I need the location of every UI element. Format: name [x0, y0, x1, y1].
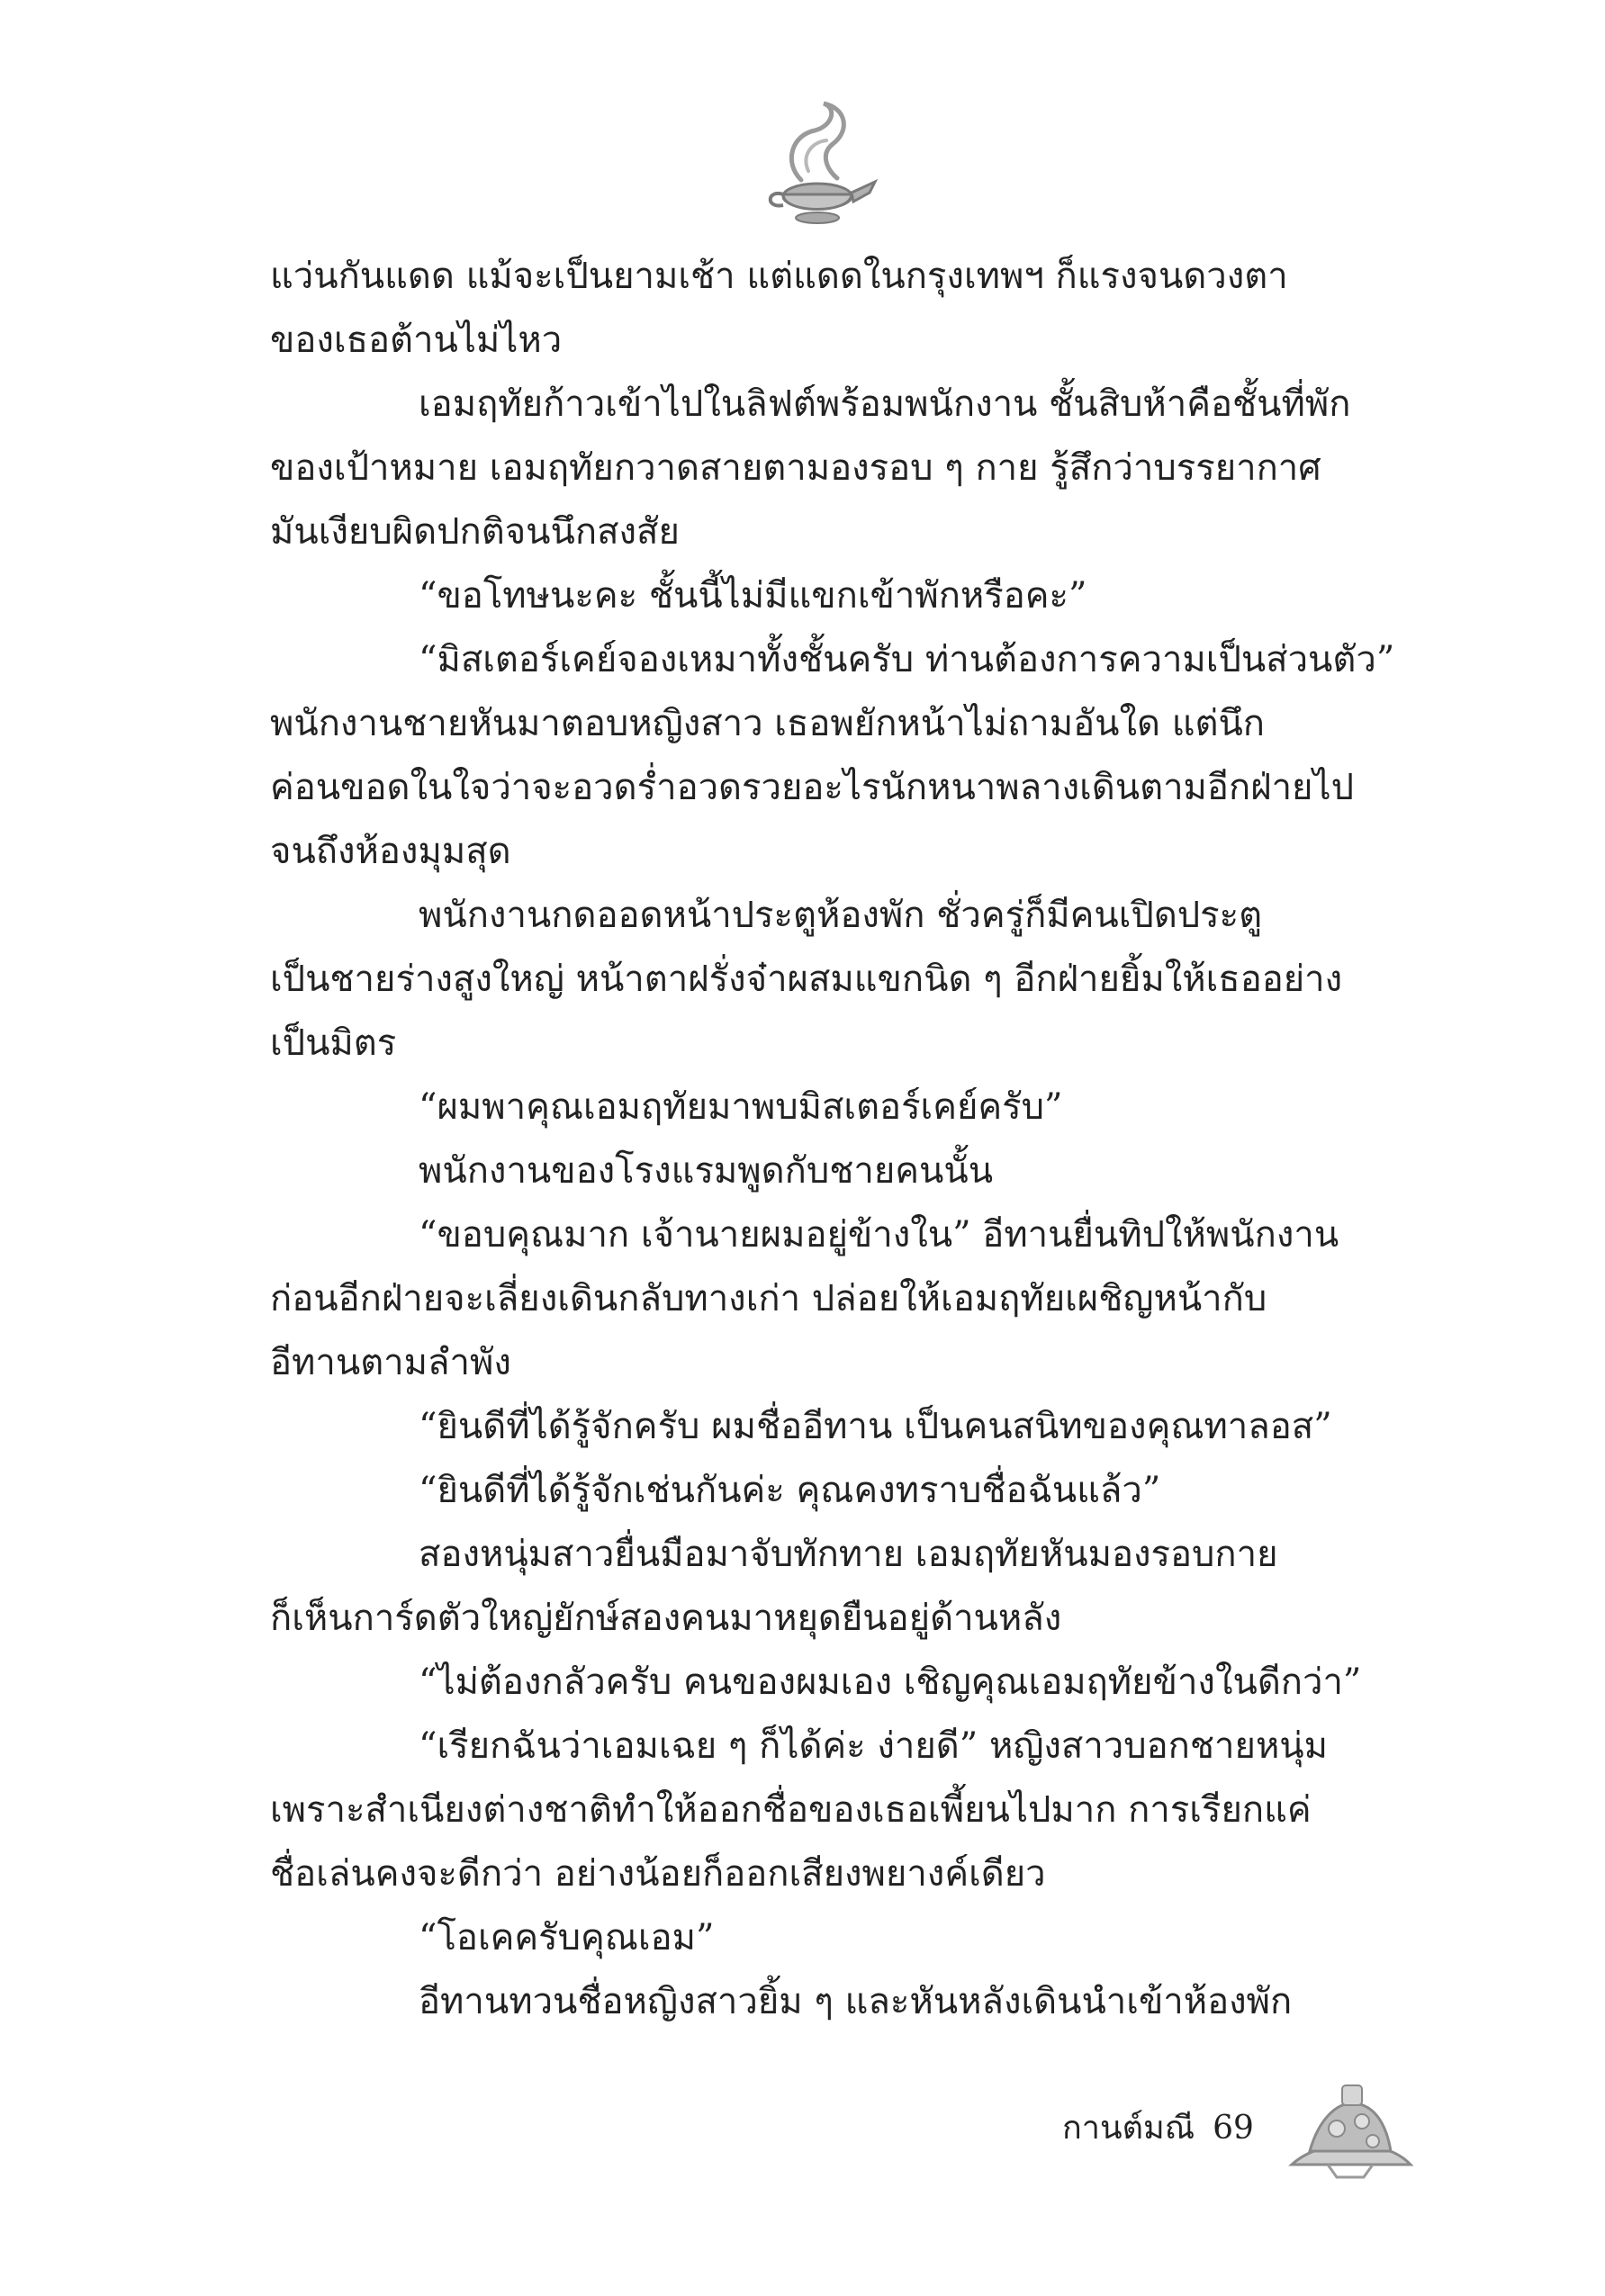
- text-line: อีทานตามลำพัง: [270, 1342, 511, 1383]
- text-line: “ผมพาคุณเอมฤทัยมาพบมิสเตอร์เคย์ครับ”: [419, 1086, 1063, 1128]
- text-line: สองหนุ่มสาวยื่นมือมาจับทักทาย เอมฤทัยหันมองรอบกาย: [419, 1534, 1278, 1575]
- text-line: ก็เห็นการ์ดตัวใหญ่ยักษ์สองคนมาหยุดยืนอยู่ด้านหลัง: [270, 1598, 1062, 1639]
- page-number: 69: [1213, 2110, 1254, 2147]
- text-line: เอมฤทัยก้าวเข้าไปในลิฟต์พร้อมพนักงาน ชั้นสิบห้าคือชั้นที่พัก: [419, 383, 1351, 425]
- text-line: “ยินดีที่ได้รู้จักครับ ผมชื่ออีทาน เป็นคนสนิทของคุณทาลอส”: [419, 1406, 1332, 1447]
- text-line: พนักงานกดออดหน้าประตูห้องพัก ชั่วครู่ก็มีคนเปิดประตู: [419, 895, 1263, 936]
- book-title: กานต์มณี: [1062, 2110, 1195, 2147]
- text-line: ชื่อเล่นคงจะดีกว่า อย่างน้อยก็ออกเสียงพยางค์เดียว: [270, 1853, 1046, 1895]
- text-line: เป็นชายร่างสูงใหญ่ หน้าตาฝรั่งจ๋าผสมแขกนิด ๆ อีกฝ่ายยิ้มให้เธออย่าง: [270, 959, 1343, 1000]
- text-line: พนักงานชายหันมาตอบหญิงสาว เธอพยักหน้าไม่ถามอันใด แต่นึก: [270, 703, 1266, 744]
- text-line: “เรียกฉันว่าเอมเฉย ๆ ก็ได้ค่ะ ง่ายดี” หญิงสาวบอกชายหนุ่ม: [419, 1725, 1329, 1767]
- text-line: ค่อนขอดในใจว่าจะอวดร่ำอวดรวยอะไรนักหนาพลางเดินตามอีกฝ่ายไป: [270, 767, 1355, 808]
- text-line: “ขอบคุณมาก เจ้านายผมอยู่ข้างใน” อีทานยื่นทิปให้พนักงาน: [419, 1214, 1339, 1256]
- text-line: “ไม่ต้องกลัวครับ คนของผมเอง เชิญคุณเอมฤทัยข้างในดีกว่า”: [419, 1661, 1362, 1703]
- text-line: “โอเคครับคุณเอม”: [419, 1917, 715, 1958]
- text-line: แว่นกันแดด แม้จะเป็นยามเช้า แต่แดดในกรุงเทพฯ ก็แรงจนดวงตา: [270, 256, 1288, 297]
- text-line: “มิสเตอร์เคย์จองเหมาทั้งชั้นครับ ท่านต้องการความเป็นส่วนตัว”: [419, 639, 1395, 680]
- text-line: เป็นมิตร: [270, 1022, 397, 1064]
- text-line: “ขอโทษนะคะ ชั้นนี้ไม่มีแขกเข้าพักหรือคะ”: [419, 575, 1087, 617]
- text-line: ของเธอต้านไม่ไหว: [270, 320, 563, 361]
- text-line: อีทานทวนชื่อหญิงสาวยิ้ม ๆ และหันหลังเดินนำเข้าห้องพัก: [419, 1981, 1293, 2022]
- text-line: จนถึงห้องมุมสุด: [270, 831, 511, 872]
- text-line: ของเป้าหมาย เอมฤทัยกวาดสายตามองรอบ ๆ กาย รู้สึกว่าบรรยากาศ: [270, 447, 1321, 489]
- text-line: ก่อนอีกฝ่ายจะเลี่ยงเดินกลับทางเก่า ปล่อยให้เอมฤทัยเผชิญหน้ากับ: [270, 1278, 1267, 1319]
- text-line: พนักงานของโรงแรมพูดกับชายคนนั้น: [419, 1150, 994, 1192]
- page-footer: [1062, 2097, 1254, 2160]
- story-text: [270, 245, 1406, 2034]
- text-line: เพราะสำเนียงต่างชาติทำให้ออกชื่อของเธอเพี้ยนไปมาก การเรียกแค่: [270, 1789, 1312, 1831]
- magic-lamp-icon: [747, 99, 882, 234]
- treasure-pile-icon: [1283, 2066, 1418, 2183]
- text-line: “ยินดีที่ได้รู้จักเช่นกันค่ะ คุณคงทราบชื่อฉันแล้ว”: [419, 1470, 1161, 1511]
- text-line: มันเงียบผิดปกติจนนึกสงสัย: [270, 511, 680, 553]
